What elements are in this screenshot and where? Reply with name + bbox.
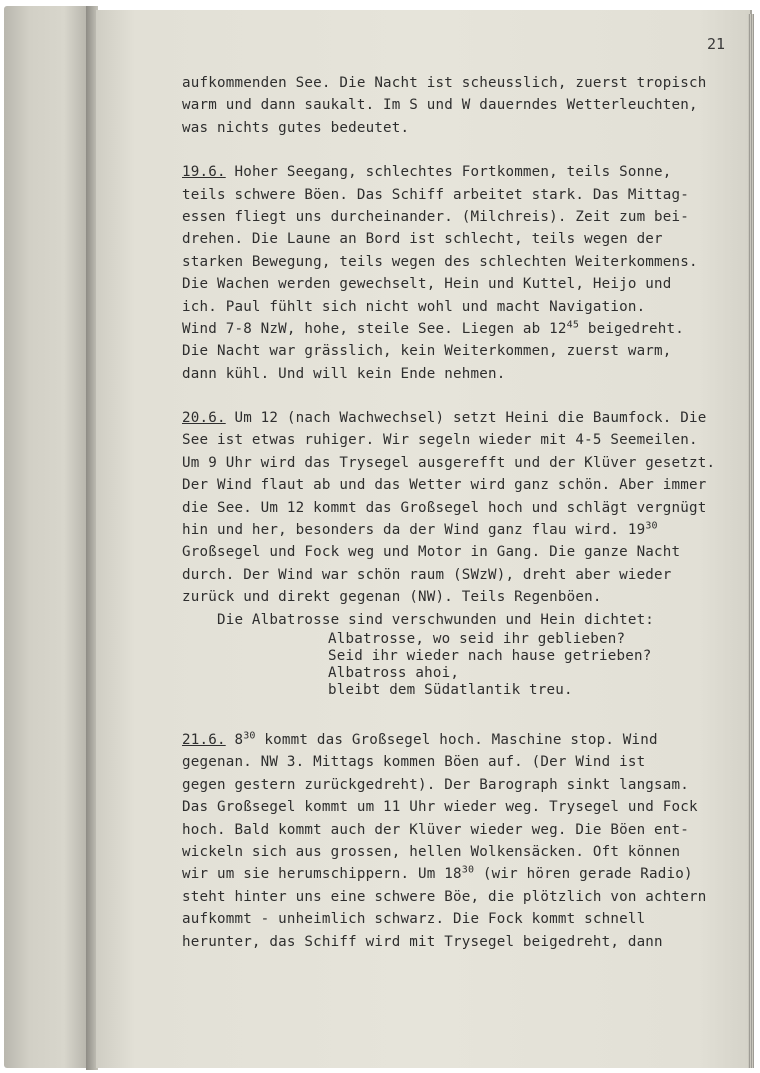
poem-line: Seid ihr wieder nach hause getrieben?: [328, 647, 652, 664]
text-line: steht hinter uns eine schwere Böe, die plötzlich von achtern: [182, 888, 707, 905]
page-text: [182, 72, 742, 953]
entry-19-6: [182, 161, 742, 385]
entry-date: 21.6.: [182, 731, 226, 748]
text-line: hoch. Bald kommt auch der Klüver wieder weg. Die Böen ent-: [182, 821, 690, 838]
time-superscript: 45: [566, 319, 580, 331]
entry-date: 19.6.: [182, 164, 226, 181]
text-line: was nichts gutes bedeutet.: [182, 119, 410, 136]
text-line: Wind 7-8 NzW, hohe, steile See. Liegen ab 12: [182, 320, 567, 337]
text-line: kommt das Großsegel hoch. Maschine stop. Wind: [255, 731, 658, 748]
text-line: Die Albatrosse sind verschwunden und Hein dichtet:: [182, 611, 655, 628]
entry-21-6: [182, 729, 742, 953]
time-superscript: 30: [645, 520, 658, 532]
text-line: zurück und direkt gegenan (NW). Teils Regenböen.: [182, 589, 602, 606]
text-line: gegenan. NW 3. Mittags kommen Böen auf. (Der Wind ist: [182, 754, 646, 771]
text-line: Großsegel und Fock weg und Motor in Gang. Die ganze Nacht: [182, 544, 681, 561]
text-line: die See. Um 12 kommt das Großsegel hoch und schlägt vergnügt: [182, 499, 707, 516]
text-line: ich. Paul fühlt sich nicht wohl und macht Navigation.: [182, 298, 646, 315]
left-page-edge: [4, 6, 90, 1068]
text-line: See ist etwas ruhiger. Wir segeln wieder mit 4-5 Seemeilen.: [182, 432, 698, 449]
text-line: Um 12 (nach Wachwechsel) setzt Heini die Baumfock. Die: [225, 410, 707, 427]
text-line: hin und her, besonders da der Wind ganz flau wird. 19: [182, 522, 646, 539]
text-line: essen fliegt uns durcheinander. (Milchreis). Zeit zum bei-: [182, 208, 690, 225]
text-line: aufkommt - unheimlich schwarz. Die Fock kommt schnell: [182, 911, 646, 928]
text-line: 8: [225, 731, 244, 748]
text-line: dann kühl. Und will kein Ende nehmen.: [182, 365, 506, 382]
text-line: warm und dann saukalt. Im S und W dauerndes Wetterleuchten,: [182, 97, 698, 114]
text-line: Das Großsegel kommt um 11 Uhr wieder weg. Trysegel und Fock: [182, 799, 698, 816]
text-line: wir um sie herumschippern. Um 18: [182, 866, 462, 883]
text-line: Um 9 Uhr wird das Trysegel ausgerefft und der Klüver gesetzt.: [182, 454, 716, 471]
time-superscript: 30: [461, 864, 475, 876]
text-line: Die Nacht war grässlich, kein Weiterkommen, zuerst warm,: [182, 343, 672, 360]
text-line: (wir hören gerade Radio): [474, 866, 693, 883]
text-line: durch. Der Wind war schön raum (SWzW), dreht aber wieder: [182, 566, 672, 583]
text-line: teils schwere Böen. Das Schiff arbeitet stark. Das Mittag-: [182, 186, 690, 203]
paragraph-1: [182, 72, 742, 139]
text-line: wickeln sich aus grossen, hellen Wolkensäcken. Oft können: [182, 843, 681, 860]
text-line: aufkommenden See. Die Nacht ist scheusslich, zuerst tropisch: [182, 75, 707, 91]
text-line: drehen. Die Laune an Bord ist schlecht, teils wegen der: [182, 231, 663, 248]
time-superscript: 30: [243, 730, 256, 742]
text-line: Der Wind flaut ab und das Wetter wird ganz schön. Aber immer: [182, 477, 707, 494]
text-line: Hoher Seegang, schlechtes Fortkommen, teils Sonne,: [225, 164, 672, 181]
entry-20-6: [182, 407, 742, 631]
text-line: starken Bewegung, teils wegen des schlechten Weiterkommens.: [182, 253, 698, 270]
text-line: Die Wachen werden gewechselt, Hein und Kuttel, Heijo und: [182, 276, 672, 293]
poem-line: bleibt dem Südatlantik treu.: [328, 681, 573, 698]
poem-line: Albatross ahoi,: [328, 664, 460, 681]
poem-line: Albatrosse, wo seid ihr geblieben?: [328, 630, 626, 647]
entry-date: 20.6.: [182, 410, 226, 427]
text-line: herunter, das Schiff wird mit Trysegel beigedreht, dann: [182, 933, 663, 950]
page-stack-edge: [748, 14, 754, 1068]
text-line: gegen gestern zurückgedreht). Der Barograph sinkt langsam.: [182, 776, 690, 793]
text-line: beigedreht.: [579, 320, 684, 337]
poem: [182, 631, 742, 699]
page-number: 21: [707, 35, 726, 53]
